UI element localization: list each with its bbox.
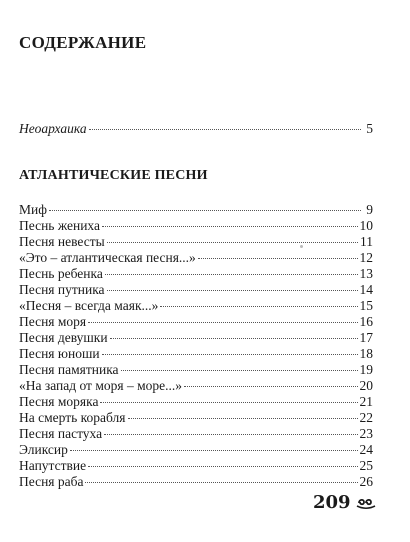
toc-entry <box>19 250 373 266</box>
toc-entry-label: Миф <box>19 202 47 217</box>
toc-entry <box>19 202 373 218</box>
toc-entry-page: 14 <box>359 282 373 297</box>
toc-entry <box>19 442 373 458</box>
toc-entry-page: 11 <box>360 234 373 249</box>
dot-leader <box>104 434 357 435</box>
toc-entry <box>19 234 373 250</box>
toc-entry-page: 10 <box>359 218 373 233</box>
toc-entry-page: 9 <box>366 202 373 217</box>
toc-entry-page: 19 <box>359 362 373 377</box>
toc-entry-label: Неоархаика <box>19 121 87 136</box>
toc-entry <box>19 330 373 346</box>
section-title: АТЛАНТИЧЕСКИЕ ПЕСНИ <box>19 168 208 183</box>
dot-leader <box>198 258 358 259</box>
spiral-ornament-icon <box>355 494 377 510</box>
toc-entry-page: 26 <box>359 474 373 489</box>
dot-leader <box>107 290 358 291</box>
dot-leader <box>49 210 361 211</box>
dot-leader <box>121 370 358 371</box>
toc-entry-page: 22 <box>359 410 373 425</box>
toc-entry-label: Эликсир <box>19 442 68 457</box>
toc-entry-label: Песнь жениха <box>19 218 100 233</box>
toc-entry-page: 20 <box>359 378 373 393</box>
dot-leader <box>110 338 358 339</box>
dot-leader <box>85 482 357 483</box>
toc-entry <box>19 378 373 394</box>
toc-entry <box>19 298 373 314</box>
toc-entry-label: Песня путника <box>19 282 105 297</box>
toc-entry-page: 24 <box>359 442 373 457</box>
toc-entry-label: Песня невесты <box>19 234 105 249</box>
toc-entry-label: Песня памятника <box>19 362 119 377</box>
toc-entry-label: Напутствие <box>19 458 87 473</box>
dot-leader <box>102 354 358 355</box>
toc-entry-label: Песнь ребенка <box>19 266 103 281</box>
dot-leader <box>105 274 358 275</box>
page-title: СОДЕРЖАНИЕ <box>19 33 147 52</box>
toc-entry <box>19 314 373 330</box>
toc-entry <box>19 410 373 426</box>
toc-entry-label: На смерть корабля <box>19 410 126 425</box>
toc-entry-label: Песня девушки <box>19 330 108 345</box>
toc-entry-page: 15 <box>359 298 373 313</box>
toc-entry-page: 12 <box>359 250 373 265</box>
toc-entry-page: 18 <box>359 346 373 361</box>
toc-entry-page: 23 <box>359 426 373 441</box>
toc-entry <box>19 362 373 378</box>
dot-leader <box>102 226 358 227</box>
toc-entry-intro <box>19 121 373 137</box>
dot-leader <box>89 129 361 130</box>
page-number: 209 <box>313 492 351 513</box>
toc-entry <box>19 426 373 442</box>
dot-leader <box>160 306 357 307</box>
toc-entry-page: 25 <box>359 458 373 473</box>
toc-entry <box>19 266 373 282</box>
toc-entry <box>19 394 373 410</box>
toc-entry-page: 16 <box>359 314 373 329</box>
dot-leader <box>88 466 357 467</box>
dot-leader <box>184 386 358 387</box>
dot-leader <box>88 322 357 323</box>
toc-entry-label: «Это – атлантическая песня...» <box>19 250 196 265</box>
toc-entry-label: Песня юноши <box>19 346 100 361</box>
dot-leader <box>128 418 358 419</box>
dot-leader <box>107 242 358 243</box>
toc-entry <box>19 346 373 362</box>
toc-entry <box>19 474 373 490</box>
toc-entry <box>19 282 373 298</box>
toc-entry-label: Песня моряка <box>19 394 99 409</box>
toc-entry-label: Песня раба <box>19 474 84 489</box>
toc-entry-label: Песня пастуха <box>19 426 103 441</box>
toc-entry-page: 13 <box>359 266 373 281</box>
paper-speck <box>300 245 303 248</box>
toc-entry-label: «На запад от моря – море...» <box>19 378 182 393</box>
toc-entry-label: Песня моря <box>19 314 87 329</box>
toc-entry <box>19 218 373 234</box>
toc-entry-page: 5 <box>366 121 373 136</box>
toc-entry-page: 21 <box>359 394 373 409</box>
dot-leader <box>100 402 357 403</box>
toc-entry <box>19 458 373 474</box>
dot-leader <box>70 450 358 451</box>
toc-entry-label: «Песня – всегда маяк...» <box>19 298 159 313</box>
toc-entry-page: 17 <box>359 330 373 345</box>
